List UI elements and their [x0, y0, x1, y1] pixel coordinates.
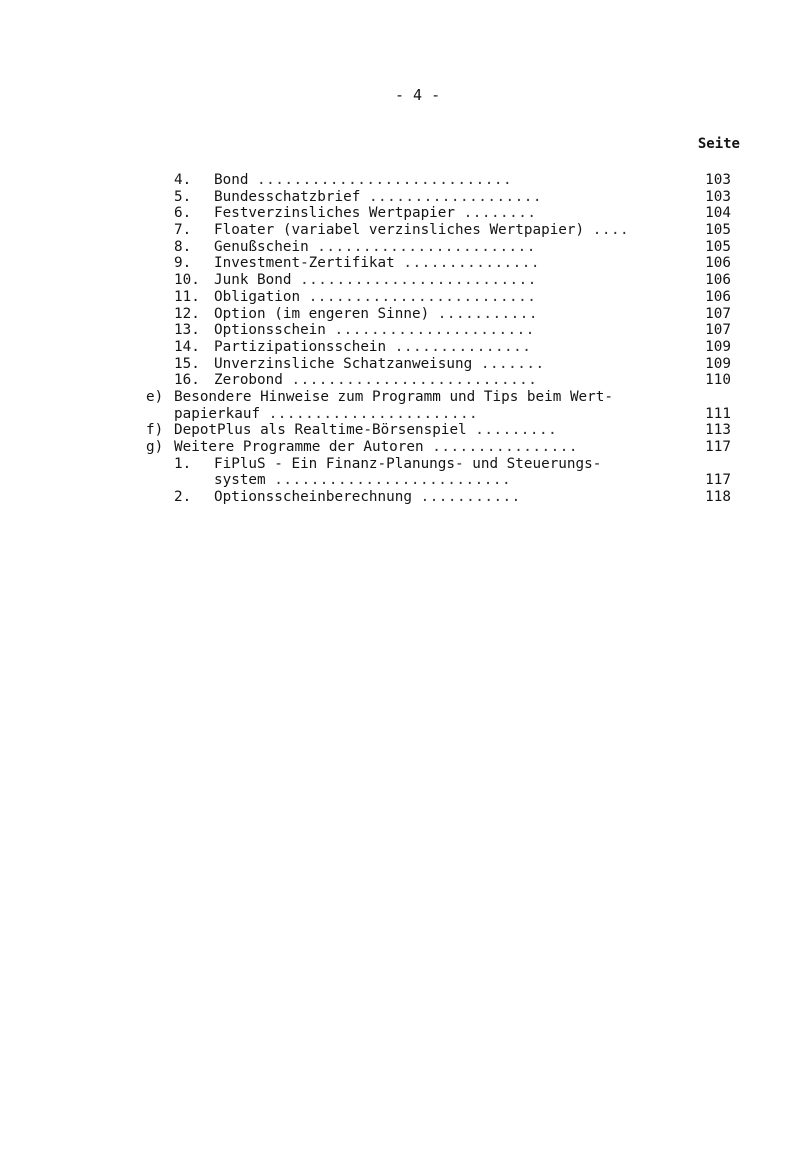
- entry-title: Optionsschein: [214, 322, 326, 339]
- entry-number: 4.: [174, 172, 192, 188]
- entry-title: Junk Bond: [214, 272, 292, 289]
- toc-entry: [0, 322, 800, 339]
- toc-entry: [0, 289, 800, 306]
- toc-entry: [0, 489, 800, 506]
- entry-page: 109: [705, 338, 731, 355]
- dot-leader: ..........................: [274, 472, 512, 489]
- dot-leader: ......................: [334, 322, 535, 339]
- dot-leader: ........: [463, 205, 537, 222]
- dot-leader: ............................: [257, 172, 513, 188]
- dot-leader: .......................: [268, 405, 479, 422]
- entry-number: e): [146, 388, 164, 405]
- entry-page: 106: [705, 288, 731, 305]
- entry-title: FiPluS - Ein Finanz-Planungs- und Steuerungs-: [214, 455, 602, 472]
- entry-page: 103: [705, 172, 731, 188]
- dot-leader: ..........................: [300, 272, 537, 289]
- dot-leader: .........................: [308, 288, 537, 305]
- entry-title: Option (im engeren Sinne): [214, 305, 430, 322]
- entry-page: 118: [705, 489, 731, 506]
- dot-leader: ...........: [420, 489, 521, 506]
- entry-title: Partizipationsschein: [214, 338, 387, 355]
- toc-entry: [0, 422, 800, 439]
- entry-page: 103: [705, 188, 731, 205]
- entry-number: 12.: [174, 305, 200, 322]
- dot-leader: ...............: [394, 338, 532, 355]
- entry-page: 111: [705, 405, 731, 422]
- entry-title: papierkauf: [174, 405, 261, 422]
- entry-title: Zerobond: [214, 372, 283, 389]
- entry-page: 106: [705, 272, 731, 289]
- entry-title: Weitere Programme der Autoren: [174, 439, 424, 455]
- entry-number: 16.: [174, 372, 200, 389]
- toc-entry: [0, 372, 800, 389]
- entry-number: 14.: [174, 338, 200, 355]
- toc-entry: [0, 205, 800, 222]
- entry-title: Bond: [214, 172, 249, 188]
- toc-entry: [0, 439, 800, 456]
- dot-leader: ...................: [368, 188, 542, 205]
- entry-number: 8.: [174, 238, 192, 255]
- toc-entry: [0, 239, 800, 256]
- page-number: - 4 -: [395, 86, 441, 104]
- entry-page: 107: [705, 305, 731, 322]
- entry-number: 9.: [174, 255, 192, 272]
- dot-leader: ................: [432, 439, 578, 455]
- entry-number: 15.: [174, 355, 200, 372]
- entry-page: 109: [705, 355, 731, 372]
- toc-entry: [0, 255, 800, 272]
- entry-title: Obligation: [214, 288, 301, 305]
- toc-entry: [0, 472, 800, 489]
- dot-leader: .........: [475, 422, 558, 439]
- dot-leader: ........................: [317, 238, 536, 255]
- dot-leader: .......: [480, 355, 545, 372]
- entry-title: system: [214, 472, 266, 489]
- toc-entry: [0, 356, 800, 373]
- dot-leader: ...........................: [291, 372, 538, 389]
- dot-leader: ....: [592, 222, 630, 239]
- toc-entry: [0, 189, 800, 206]
- entry-page: 117: [705, 439, 731, 455]
- entry-page: 105: [705, 238, 731, 255]
- entry-number: f): [146, 422, 164, 439]
- toc-entry: [0, 306, 800, 323]
- entry-number: 13.: [174, 322, 200, 339]
- entry-page: 110: [705, 372, 731, 389]
- entry-number: 7.: [174, 222, 192, 239]
- entry-number: 5.: [174, 188, 192, 205]
- page-column-header: Seite: [697, 136, 740, 152]
- entry-title: Investment-Zertifikat: [214, 255, 395, 272]
- entry-page: 104: [705, 205, 731, 222]
- toc-entry: [0, 389, 800, 406]
- entry-page: 106: [705, 255, 731, 272]
- toc-entry: [0, 272, 800, 289]
- toc-entry: [0, 222, 800, 239]
- entry-title: Optionsscheinberechnung: [214, 489, 412, 506]
- toc-entry: [0, 406, 800, 423]
- entry-number: 1.: [174, 455, 192, 472]
- table-of-contents: [0, 172, 800, 506]
- entry-title: Bundesschatzbrief: [214, 188, 361, 205]
- entry-title: Unverzinsliche Schatzanweisung: [214, 355, 473, 372]
- entry-page: 113: [705, 422, 731, 439]
- entry-title: Genußschein: [214, 238, 309, 255]
- toc-entry: [0, 339, 800, 356]
- entry-number: 2.: [174, 489, 192, 506]
- toc-entry: [0, 172, 800, 189]
- entry-number: g): [146, 439, 164, 455]
- entry-title: DepotPlus als Realtime-Börsenspiel: [174, 422, 467, 439]
- dot-leader: ...........: [437, 305, 538, 322]
- entry-number: 11.: [174, 288, 200, 305]
- entry-title: Festverzinsliches Wertpapier: [214, 205, 456, 222]
- dot-leader: ...............: [403, 255, 540, 272]
- entry-number: 6.: [174, 205, 192, 222]
- entry-number: 10.: [174, 272, 200, 289]
- entry-page: 117: [705, 472, 731, 489]
- entry-page: 105: [705, 222, 731, 239]
- toc-entry: [0, 456, 800, 473]
- entry-page: 107: [705, 322, 731, 339]
- entry-title: Besondere Hinweise zum Programm und Tips beim Wert-: [174, 388, 613, 405]
- entry-title: Floater (variabel verzinsliches Wertpapier): [214, 222, 585, 239]
